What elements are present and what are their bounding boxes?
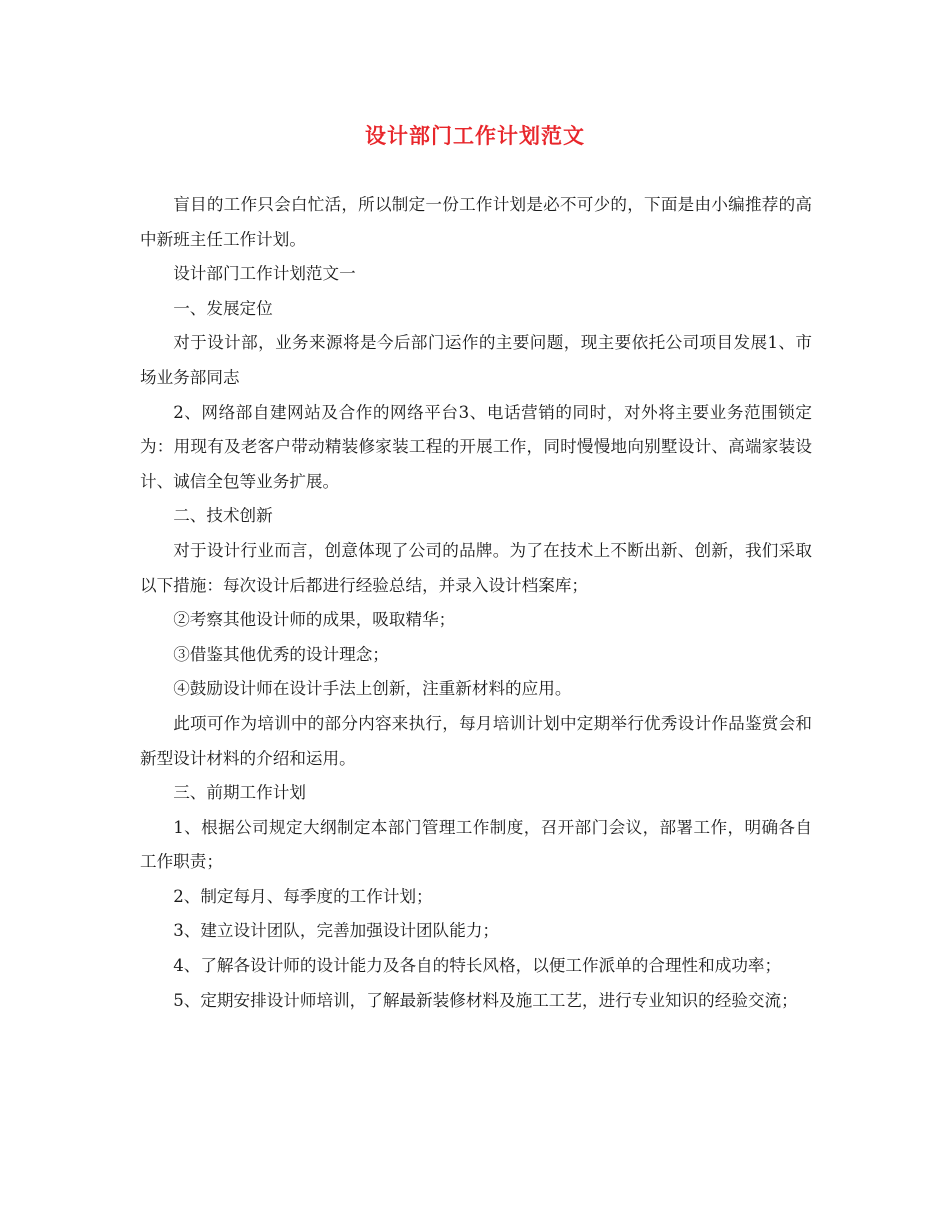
- list-item: ③借鉴其他优秀的设计理念；: [173, 644, 389, 664]
- list-item: 3、建立设计团队，完善加强设计团队能力；: [173, 921, 500, 941]
- list-item: 2、制定每月、每季度的工作计划；: [173, 886, 433, 906]
- list-item: 5、定期安排设计师培训，了解最新装修材料及施工工艺，进行专业知识的经验交流；: [173, 990, 798, 1010]
- document-title: 设计部门工作计划范文: [365, 123, 585, 148]
- paragraph: 2、网络部自建网站及合作的网络平台3、电话营销的同时，对外将主要业务范围锁定为：用现有及老客户带动精装修家装工程的开展工作，同时慢慢地向别墅设计、高端家装设计、诚信全包等业务扩展。: [140, 402, 812, 491]
- list-item: ②考察其他设计师的成果，吸取精华；: [173, 610, 456, 630]
- list-item: ④鼓励设计师在设计手法上创新，注重新材料的应用。: [173, 679, 572, 699]
- section-heading: 三、前期工作计划: [173, 783, 306, 803]
- list-item: 4、了解各设计师的设计能力及各自的特长风格，以便工作派单的合理性和成功率；: [173, 956, 782, 976]
- list-item: 1、根据公司规定大纲制定本部门管理工作制度，召开部门会议，部署工作，明确各自工作职责；: [140, 817, 812, 872]
- section-heading: 一、发展定位: [173, 298, 273, 318]
- document-body: [140, 188, 812, 1018]
- section-heading: 设计部门工作计划范文一: [173, 264, 356, 284]
- paragraph: 对于设计行业而言，创意体现了公司的品牌。为了在技术上不断出新、创新，我们采取以下措施：每次设计后都进行经验总结，并录入设计档案库；: [140, 540, 812, 595]
- paragraph: 对于设计部，业务来源将是今后部门运作的主要问题，现主要依托公司项目发展1、市场业务部同志: [140, 333, 812, 387]
- paragraph: 此项可作为培训中的部分内容来执行，每月培训计划中定期举行优秀设计作品鉴赏会和新型设计材料的介绍和运用。: [140, 713, 812, 768]
- section-heading: 二、技术创新: [173, 506, 273, 526]
- paragraph: 盲目的工作只会白忙活，所以制定一份工作计划是必不可少的，下面是由小编推荐的高中新班主任工作计划。: [140, 195, 812, 249]
